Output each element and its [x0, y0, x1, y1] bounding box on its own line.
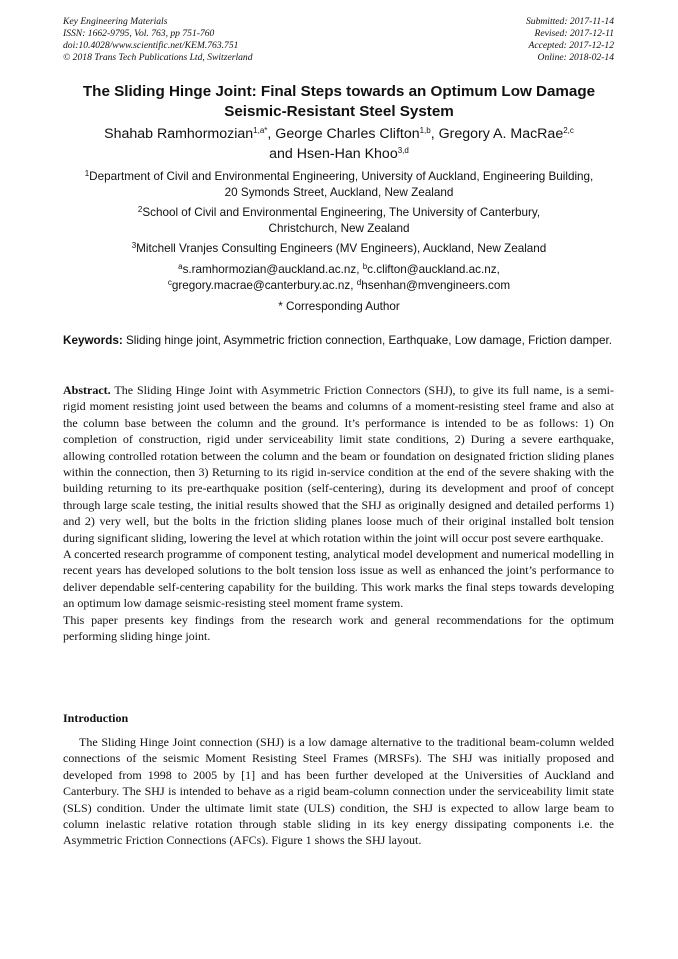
- authors-line-2: [50, 144, 628, 164]
- author-superscript: 2,c: [563, 126, 574, 135]
- author-list: [50, 124, 628, 164]
- affiliation-text: Christchurch, New Zealand: [268, 222, 410, 235]
- email-superscript: d: [356, 278, 362, 287]
- affiliation-superscript: 3: [131, 241, 137, 250]
- affiliation-2: [40, 205, 638, 237]
- title-line-1: The Sliding Hinge Joint: Final Steps towards an Optimum Low Damage: [82, 83, 596, 100]
- abstract-paragraph: [63, 382, 614, 546]
- submitted-date: Submitted: 2017-11-14: [525, 16, 614, 27]
- email-superscript: a: [178, 262, 183, 271]
- author-name: Shahab Ramhormozian: [104, 126, 254, 142]
- keywords-text: Sliding hinge joint, Asymmetric friction connection, Earthquake, Low damage, Friction damper.: [122, 334, 612, 347]
- email-link[interactable]: s.ramhormozian@auckland.ac.nz,: [182, 263, 363, 276]
- author-superscript: 1,a*: [253, 126, 268, 135]
- affiliation-text: Mitchell Vranjes Consulting Engineers (MV Engineers), Auckland, New Zealand: [136, 242, 547, 255]
- affiliation-superscript: 1: [84, 169, 90, 178]
- abstract-label: Abstract.: [63, 383, 111, 397]
- abstract-paragraph: This paper presents key findings from the research work and general recommendations for the optimum performing sliding hinge joint.: [63, 612, 614, 644]
- author-superscript: 1,b: [419, 126, 431, 135]
- author-name: and Hsen-Han Khoo: [269, 146, 398, 162]
- introduction-body: [63, 734, 614, 849]
- email-link[interactable]: c.clifton@auckland.ac.nz,: [367, 263, 500, 276]
- corresponding-author-note: * Corresponding Author: [278, 300, 400, 313]
- journal-header-left: [63, 16, 253, 64]
- online-date: Online: 2018-02-14: [537, 52, 614, 63]
- copyright-line: © 2018 Trans Tech Publications Ltd, Switzerland: [63, 52, 253, 63]
- author-emails: [40, 262, 638, 294]
- keywords: [63, 333, 614, 349]
- author-name: Gregory A. MacRae: [438, 126, 564, 142]
- affiliation-1: [40, 169, 638, 201]
- author-separator: ,: [267, 126, 276, 142]
- accepted-date: Accepted: 2017-12-12: [528, 40, 614, 51]
- journal-name: Key Engineering Materials: [63, 16, 168, 27]
- author-name: George Charles Clifton: [275, 126, 420, 142]
- keywords-label: Keywords:: [63, 334, 123, 347]
- email-link[interactable]: hsenhan@mvengineers.com: [361, 279, 511, 292]
- introduction-paragraph: The Sliding Hinge Joint connection (SHJ) is a low damage alternative to the traditional beam-column welded connections of the seismic Moment Resisting Steel Frames (MRSFs). The SHJ was initially proposed and developed from 1998 to 2005 by [1] and has been further developed at the Universities of Auckland and Canterbury. The SHJ is intended to behave as a rigid beam-column connection under the serviceability limit state (SLS) condition. Under the ultimate limit state (ULS) condition, the SHJ is expected to allow large beam to column inelastic relative rotation through stable sliding in its key energy dissipating components i.e. the Asymmetric Friction Connections (AFCs). Figure 1 shows the SHJ layout.: [63, 735, 614, 848]
- introduction-heading: Introduction: [63, 711, 129, 725]
- abstract: [63, 382, 614, 645]
- affiliation-text: School of Civil and Environmental Engineering, The University of Canterbury,: [142, 206, 541, 219]
- authors-line-1: [50, 124, 628, 144]
- abstract-text: The Sliding Hinge Joint with Asymmetric Friction Connectors (SHJ), to give its full name, is a semi-rigid moment resisting joint used between the beams and columns of a moment-resisting steel frame and also at the column base between the column and the ground. It’s performance is intended to be as follows: 1) On completion of construction, rigid under serviceability limit state conditions, 2) During a severe earthquake, allowing controlled rotation between the column and the beam or foundation on designated friction sliding planes within the connection, then 3) Returning to its rigid in-service condition at the end of the severe shaking with the building returning to its pre-earthquake position (self-centering), during its development and proof of concept through large scale testing, the initial results showed that the SHJ as originally designed and detailed performs 1) and 2) very well, but the bolts in the friction sliding planes loose much of their original installed bolt tension during significant sliding, lowering the level at which rotation within the joint will occur post severe earthquake.: [63, 383, 614, 545]
- email-superscript: b: [362, 262, 368, 271]
- affiliation-superscript: 2: [137, 205, 143, 214]
- title-line-2: Seismic-Resistant Steel System: [224, 103, 454, 120]
- revised-date: Revised: 2017-12-11: [534, 28, 614, 39]
- issn-line: ISSN: 1662-9795, Vol. 763, pp 751-760: [63, 28, 215, 39]
- email-link[interactable]: gregory.macrae@canterbury.ac.nz,: [171, 279, 357, 292]
- abstract-paragraph: A concerted research programme of component testing, analytical model development and numerical modelling in recent years has developed solutions to the bolt tension loss issue as well as enhanced the joint’s performance to deliver dependable self-centering capability for the building. This work marks the final steps towards developing an optimum low damage seismic-resisting steel moment frame system.: [63, 547, 614, 611]
- affiliation-text: Department of Civil and Environmental Engineering, University of Auckland, Engineering Building,: [89, 170, 594, 183]
- author-separator: ,: [430, 126, 439, 142]
- email-superscript: c: [167, 278, 172, 287]
- doi-line: doi:10.4028/www.scientific.net/KEM.763.751: [63, 40, 239, 51]
- journal-header-right: [526, 16, 614, 64]
- affiliation-3: [40, 241, 638, 257]
- paper-title: [50, 82, 628, 122]
- affiliation-text: 20 Symonds Street, Auckland, New Zealand: [224, 186, 454, 199]
- author-superscript: 3,d: [397, 146, 409, 155]
